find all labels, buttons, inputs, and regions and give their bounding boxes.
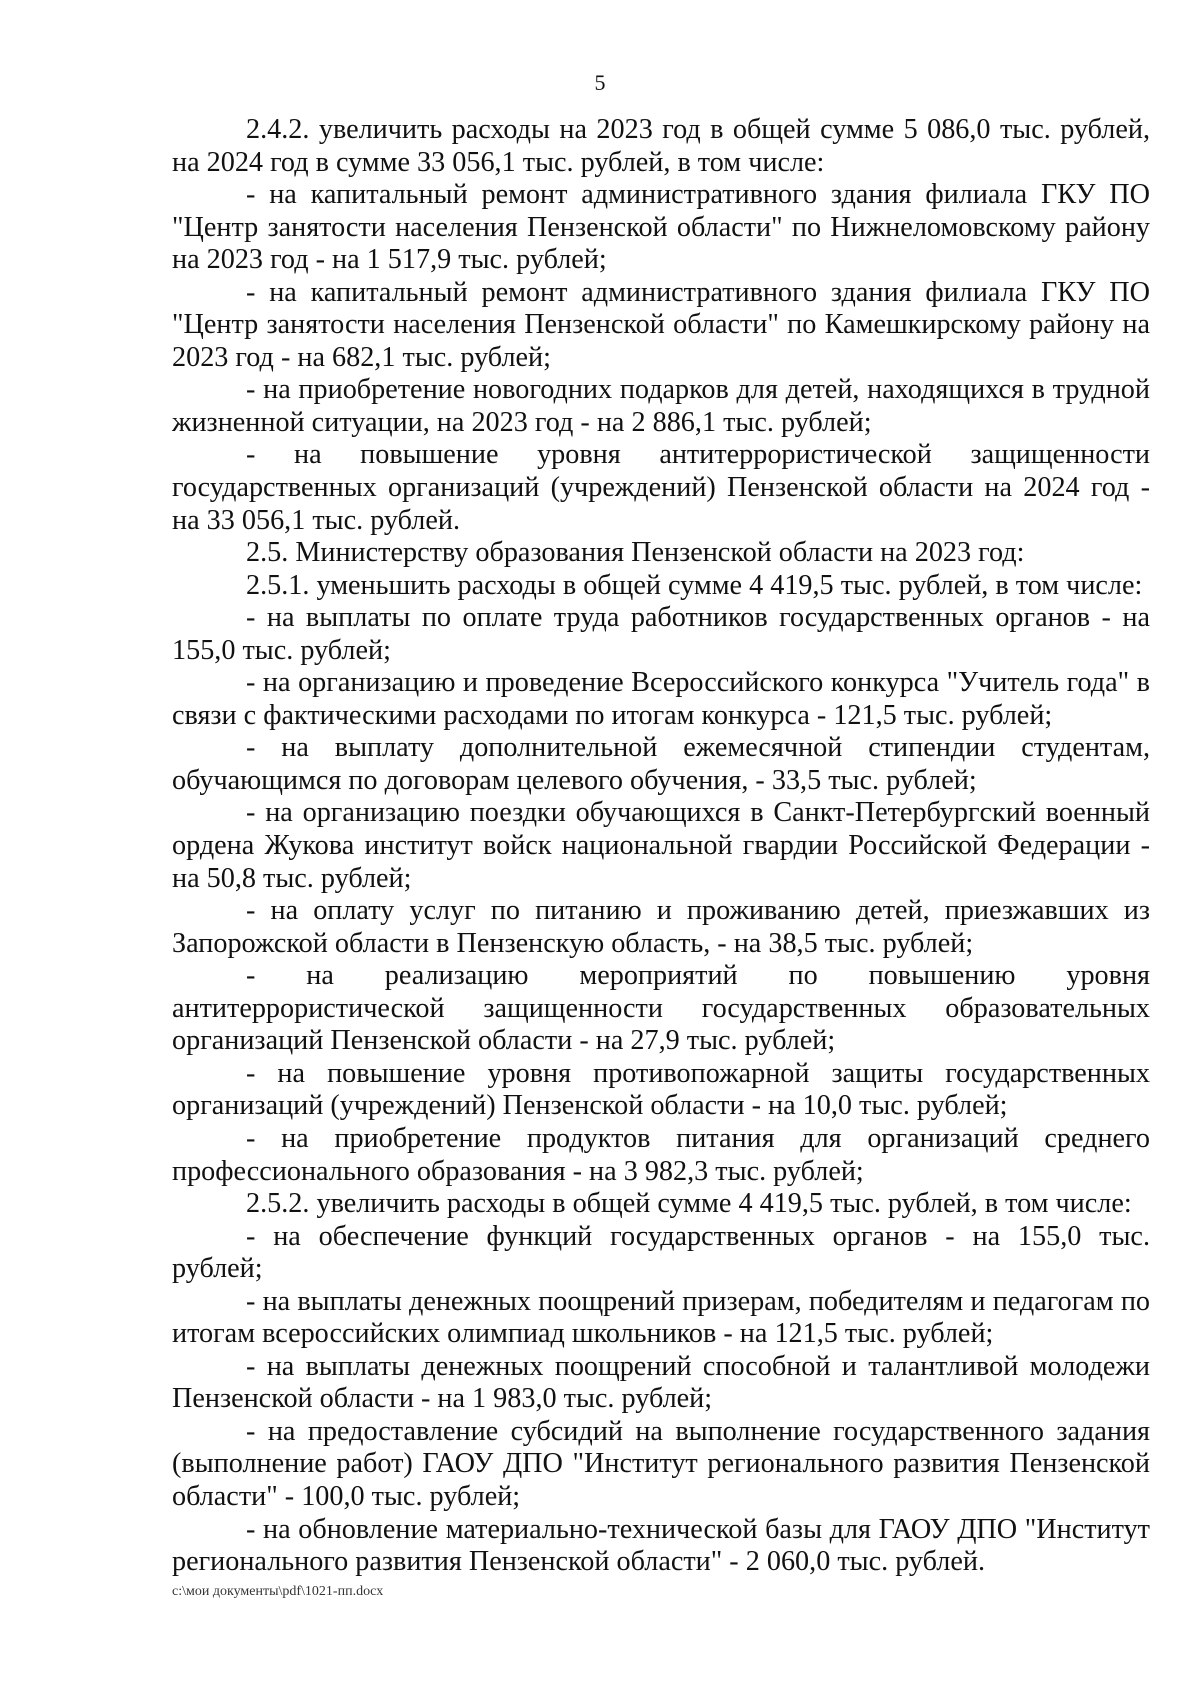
- list-item-teacher-contest: - на организацию и проведение Всероссийского конкурса "Учитель года" в связи с фактическими расходами по итогам конкурса - 121,5 тыс. рублей;: [172, 667, 1150, 731]
- list-item-new-year-gifts: - на приобретение новогодних подарков для детей, находящихся в трудной жизненной ситуации, на 2023 год - на 2 886,1 тыс. рублей;: [172, 374, 1150, 438]
- list-item-trip: - на организацию поездки обучающихся в Санкт-Петербургский военный ордена Жукова институт войск национальной гвардии Российской Федерации - на 50,8 тыс. рублей;: [172, 797, 1150, 894]
- list-item-antiterror-education: - на реализацию мероприятий по повышению уровня антитеррористической защищенности государственных образовательных организаций Пензенской области - на 27,9 тыс. рублей;: [172, 960, 1150, 1057]
- page-number: 5: [594, 70, 606, 95]
- list-item-food-products: - на приобретение продуктов питания для организаций среднего профессионального образования - на 3 982,3 тыс. рублей;: [172, 1122, 1150, 1187]
- list-item-fire-safety: - на повышение уровня противопожарной защиты государственных организаций (учреждений) Пензенской области - на 10,0 тыс. рублей;: [172, 1057, 1150, 1122]
- list-item-youth-awards: - на выплаты денежных поощрений способной и талантливой молодежи Пензенской области - на 1 983,0 тыс. рублей;: [172, 1350, 1150, 1415]
- list-item-zaporozhye-children: - на оплату услуг по питанию и проживанию детей, приезжавших из Запорожской области в Пензенскую область, - на 38,5 тыс. рублей;: [172, 895, 1150, 959]
- list-item-material-base: - на обновление материально-технической базы для ГАОУ ДПО "Институт регионального развития Пензенской области" - 2 060,0 тыс. рублей.: [172, 1513, 1150, 1578]
- paragraph-2-4-2: 2.4.2. увеличить расходы на 2023 год в общей сумме 5 086,0 тыс. рублей, на 2024 год в сумме 33 056,1 тыс. рублей, в том числе:: [172, 114, 1150, 178]
- list-item-state-bodies: - на обеспечение функций государственных органов - на 155,0 тыс. рублей;: [172, 1220, 1150, 1285]
- document-body: [172, 114, 1150, 1579]
- list-item-olympiad-awards: - на выплаты денежных поощрений призерам, победителям и педагогам по итогам всероссийских олимпиад школьников - на 121,5 тыс. рублей;: [172, 1285, 1150, 1350]
- list-item-nizhnelomov-repair: - на капитальный ремонт административного здания филиала ГКУ ПО "Центр занятости населения Пензенской области" по Нижнеломовскому району на 2023 год - на 1 517,9 тыс. рублей;: [172, 179, 1150, 276]
- footer-file-path: c:\мои документы\pdf\1021-пп.docx: [172, 1584, 384, 1599]
- list-item-salary: - на выплаты по оплате труда работников государственных органов - на 155,0 тыс. рублей;: [172, 602, 1150, 666]
- list-item-kameshkir-repair: - на капитальный ремонт административного здания филиала ГКУ ПО "Центр занятости населения Пензенской области" по Камешкирскому району на 2023 год - на 682,1 тыс. рублей;: [172, 276, 1150, 373]
- paragraph-2-5-1: 2.5.1. уменьшить расходы в общей сумме 4 419,5 тыс. рублей, в том числе:: [246, 569, 1143, 601]
- list-item-antiterror-2024: - на повышение уровня антитеррористической защищенности государственных организаций (учреждений) Пензенской области на 2024 год - на 33 056,1 тыс. рублей.: [172, 439, 1150, 536]
- paragraph-2-5: 2.5. Министерству образования Пензенской области на 2023 год:: [246, 537, 1025, 569]
- list-item-stipend: - на выплату дополнительной ежемесячной стипендии студентам, обучающимся по договорам целевого обучения, - 33,5 тыс. рублей;: [172, 732, 1150, 796]
- paragraph-2-5-2: 2.5.2. увеличить расходы в общей сумме 4 419,5 тыс. рублей, в том числе:: [246, 1188, 1132, 1220]
- list-item-subsidy: - на предоставление субсидий на выполнение государственного задания (выполнение работ) ГАОУ ДПО "Институт регионального развития Пензенской области" - 100,0 тыс. рублей;: [172, 1415, 1150, 1512]
